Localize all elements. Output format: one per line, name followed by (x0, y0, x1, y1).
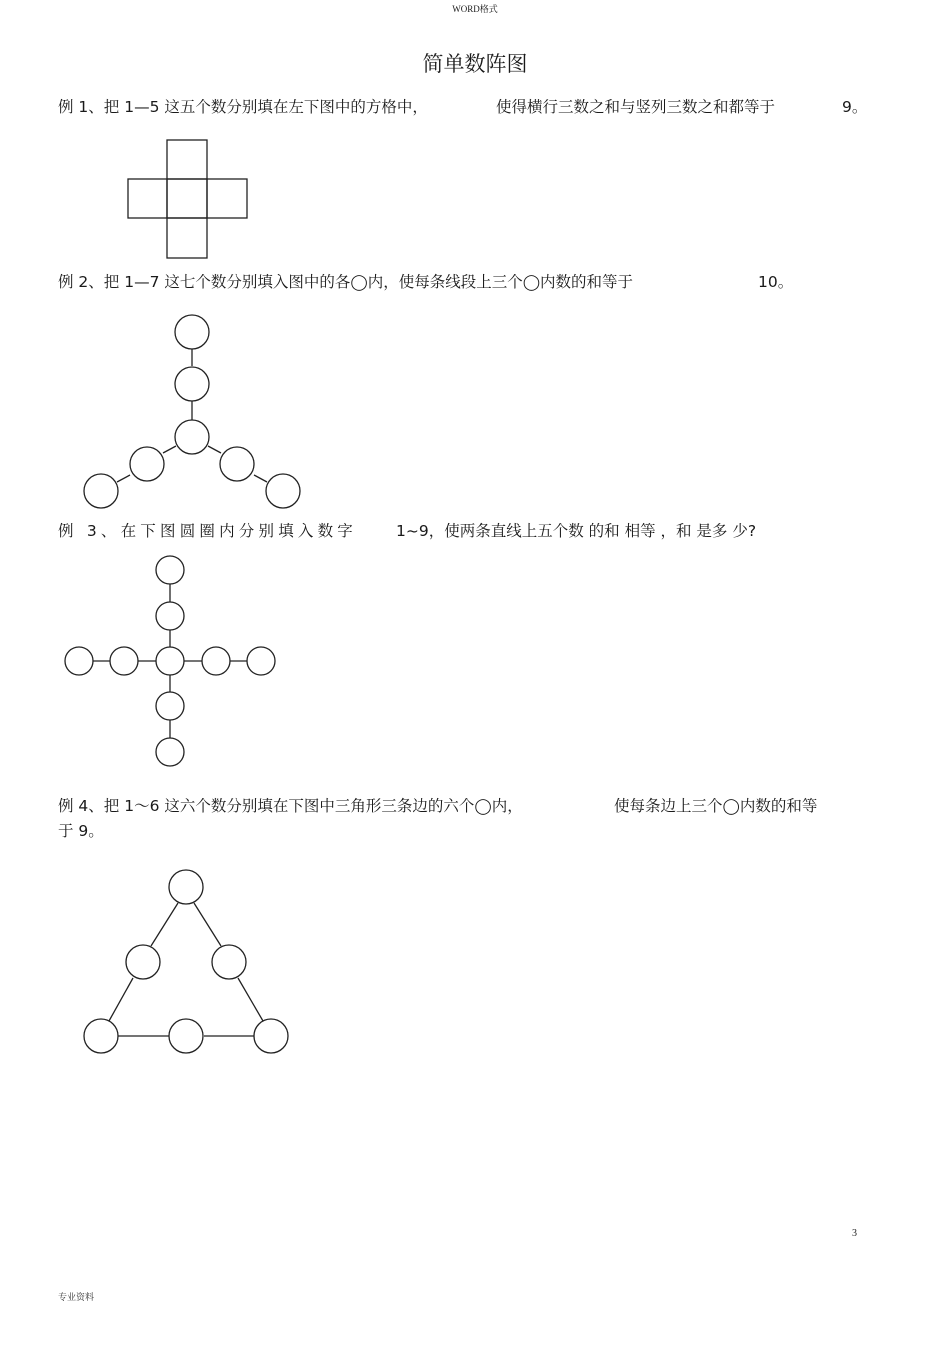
page-header: WORD格式 (452, 4, 498, 14)
example-1-text-b: 使得横行三数之和与竖列三数之和都等于 (496, 98, 776, 116)
example-1-text-c: 9。 (842, 98, 868, 116)
example-2-text-a: 例 2、把 1—7 这七个数分别填入图中的各◯内，使每条线段上三个◯内数的和等于 (58, 273, 634, 291)
circle-node[interactable] (212, 945, 246, 979)
example-4-text-c: 于 9。 (58, 822, 104, 840)
circle-node[interactable] (254, 1019, 288, 1053)
example-4-text-b: 使每条边上三个◯内数的和等 (614, 797, 818, 815)
example-3-text-a: 例 3、在下图圆圈内分别填入数字 (58, 522, 357, 540)
circle-node[interactable] (169, 870, 203, 904)
page-number: 3 (852, 1228, 857, 1239)
page-footer: 专业资料 (58, 1293, 95, 1303)
example-1-text-a: 例 1、把 1—5 这五个数分别填在左下图中的方格中， (58, 98, 428, 116)
example-3-text-b: 1~9，使两条直线上五个数 的和 相等 ，和 是多 少? (396, 522, 757, 540)
circle-node[interactable] (169, 1019, 203, 1053)
page-title: 简单数阵图 (422, 52, 528, 76)
circle-node[interactable] (84, 1019, 118, 1053)
circle-node[interactable] (126, 945, 160, 979)
example-2-text-b: 10。 (758, 273, 794, 291)
example-4-text-a: 例 4、把 1～6 这六个数分别填在下图中三角形三条边的六个◯内， (58, 797, 523, 815)
